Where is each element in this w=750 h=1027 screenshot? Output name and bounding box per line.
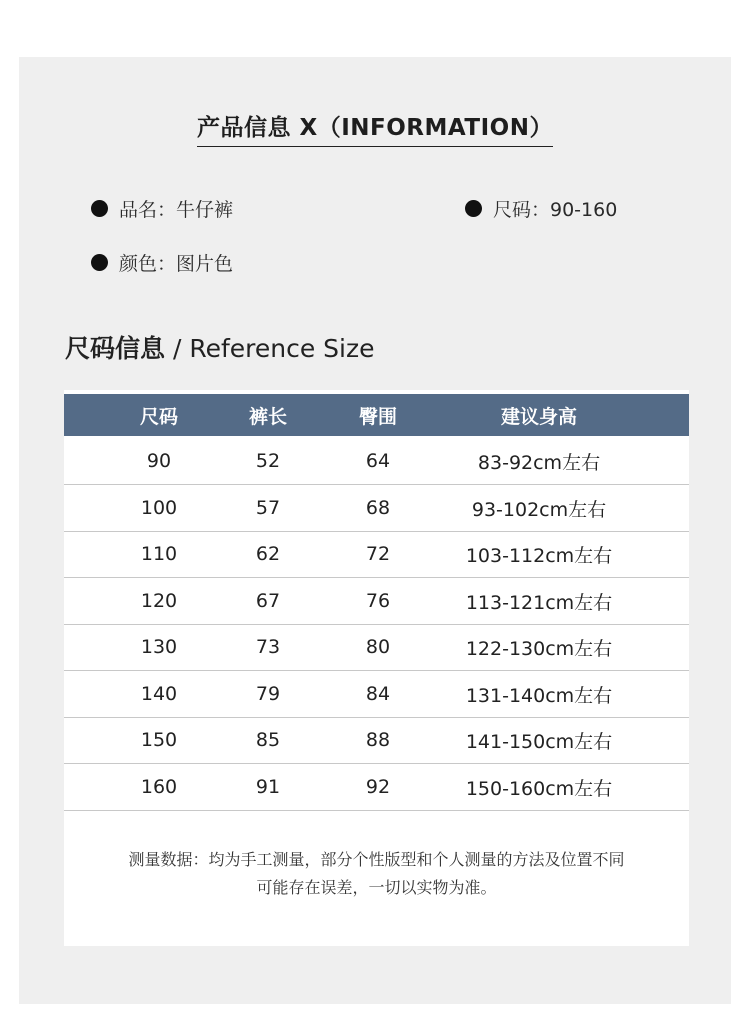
cell-size: 140 <box>140 683 178 705</box>
header-length: 裤长 <box>248 405 287 428</box>
cell-hip: 68 <box>365 497 391 519</box>
cell-length: 57 <box>255 497 281 519</box>
cell-length: 52 <box>255 450 281 472</box>
size-table <box>64 390 689 946</box>
section-title-en: / Reference Size <box>165 334 375 363</box>
info-color <box>91 249 233 276</box>
table-row <box>64 578 689 625</box>
note-line-1: 测量数据：均为手工测量，部分个性版型和个人测量的方法及位置不同 <box>128 850 625 869</box>
measurement-note <box>64 846 689 902</box>
cell-hip: 72 <box>365 543 391 565</box>
cell-size: 160 <box>140 776 178 798</box>
cell-size: 90 <box>146 450 172 472</box>
cell-length: 85 <box>255 729 281 751</box>
table-row <box>64 485 689 532</box>
cell-size: 110 <box>140 543 178 565</box>
cell-hip: 88 <box>365 729 391 751</box>
cell-size: 120 <box>140 590 178 612</box>
bullet-icon <box>465 200 482 217</box>
cell-size: 150 <box>140 729 178 751</box>
info-panel <box>19 57 731 1004</box>
bullet-icon <box>91 254 108 271</box>
cell-hip: 76 <box>365 590 391 612</box>
cell-size: 130 <box>140 636 178 658</box>
cell-size: 100 <box>140 497 178 519</box>
cell-hip: 64 <box>365 450 391 472</box>
cell-hip: 80 <box>365 636 391 658</box>
cell-length: 62 <box>255 543 281 565</box>
cell-height: 103-112cm左右 <box>465 544 613 567</box>
info-color-text: 颜色：图片色 <box>119 253 234 275</box>
table-row <box>64 438 689 485</box>
cell-height: 122-130cm左右 <box>465 637 613 660</box>
info-size-text: 尺码：90-160 <box>493 199 618 221</box>
info-name-text: 品名：牛仔裤 <box>119 199 234 221</box>
note-line-2: 可能存在误差，一切以实物为准。 <box>256 878 497 897</box>
title-wrap <box>19 109 731 147</box>
cell-height: 141-150cm左右 <box>465 730 613 753</box>
cell-hip: 92 <box>365 776 391 798</box>
cell-height: 113-121cm左右 <box>465 591 613 614</box>
cell-height: 131-140cm左右 <box>465 684 613 707</box>
info-size <box>465 195 617 222</box>
cell-length: 91 <box>255 776 281 798</box>
header-height: 建议身高 <box>500 405 577 428</box>
header-size: 尺码 <box>139 405 178 428</box>
cell-height: 93-102cm左右 <box>471 498 607 521</box>
cell-hip: 84 <box>365 683 391 705</box>
table-row <box>64 764 689 811</box>
info-name <box>91 195 233 222</box>
table-row <box>64 531 689 578</box>
bullet-icon <box>91 200 108 217</box>
table-row <box>64 671 689 718</box>
cell-height: 83-92cm左右 <box>477 451 601 474</box>
table-row <box>64 717 689 764</box>
cell-height: 150-160cm左右 <box>465 777 613 800</box>
page-title: 产品信息 X（INFORMATION） <box>197 109 553 147</box>
cell-length: 73 <box>255 636 281 658</box>
section-title <box>65 329 375 365</box>
header-hip: 臀围 <box>358 405 397 428</box>
table-header <box>64 394 689 436</box>
section-title-zh: 尺码信息 <box>65 334 166 363</box>
table-row <box>64 624 689 671</box>
cell-length: 67 <box>255 590 281 612</box>
cell-length: 79 <box>255 683 281 705</box>
